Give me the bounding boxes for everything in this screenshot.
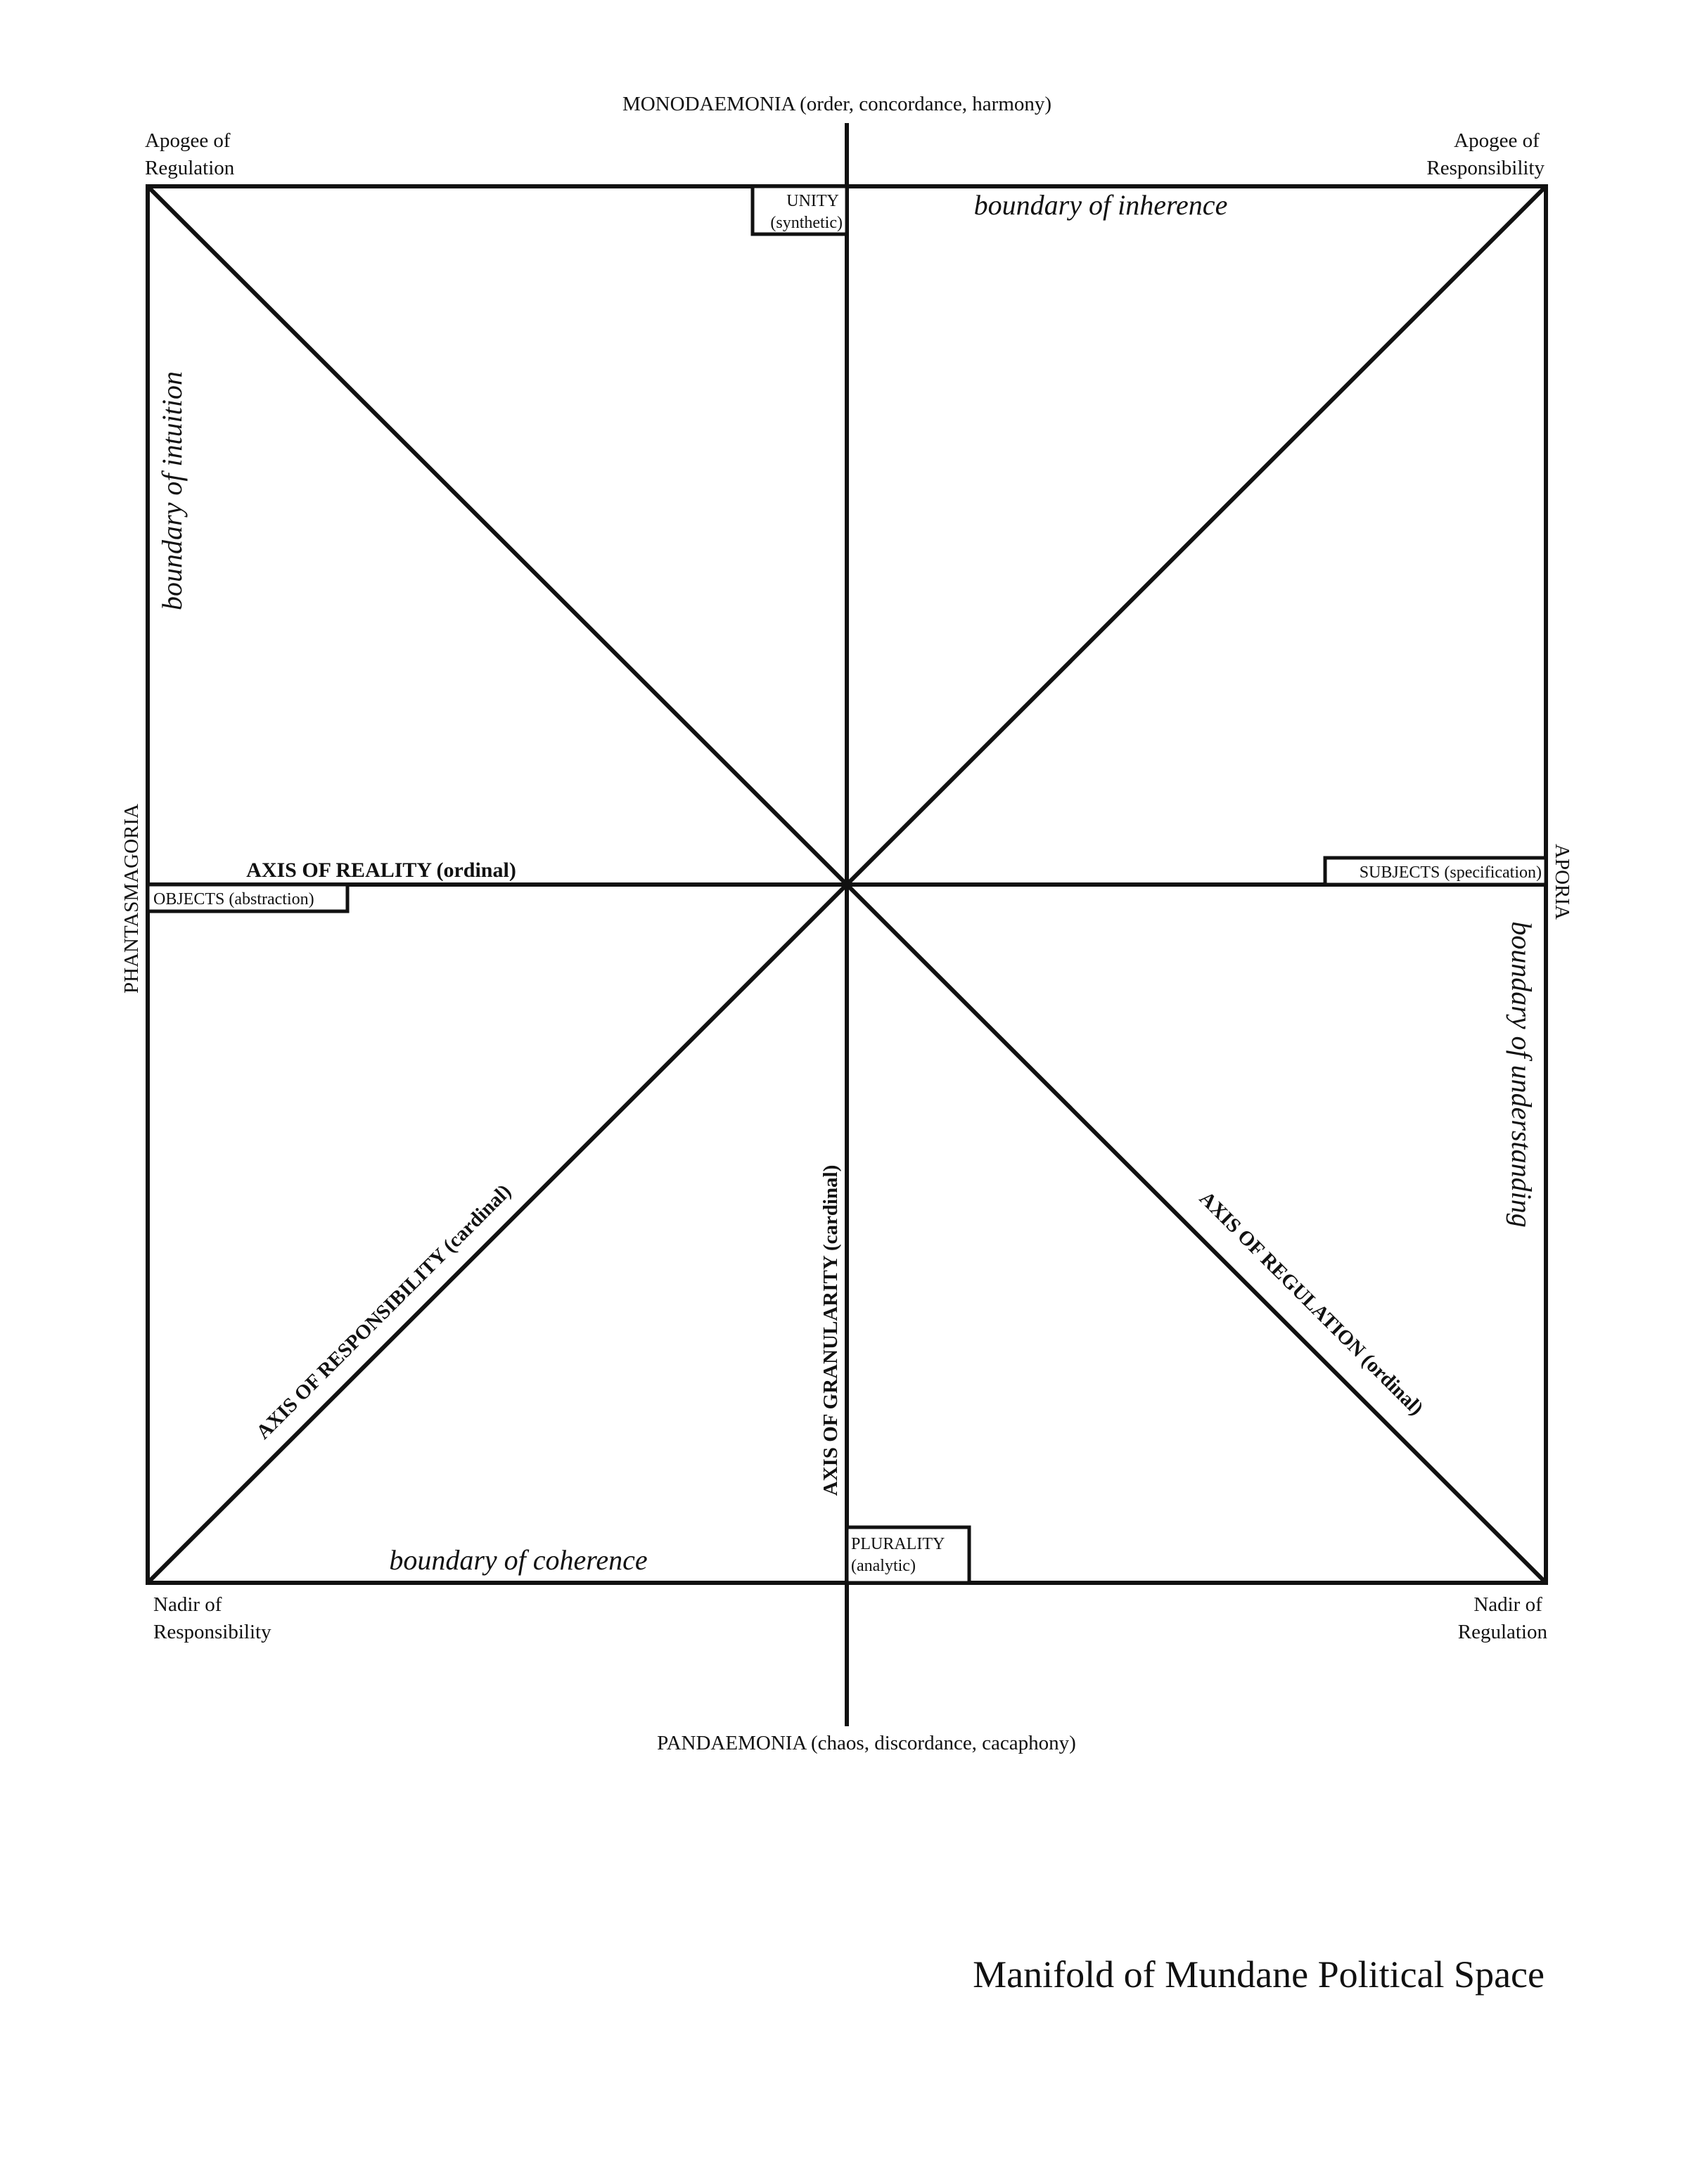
- corner-top-right-line-2: Responsibility: [1426, 157, 1545, 179]
- corner-bottom-right-line-1: Nadir of: [1473, 1593, 1542, 1616]
- corner-top-right-line-1: Apogee of: [1454, 129, 1540, 152]
- corner-bottom-left-line-1: Nadir of: [153, 1593, 222, 1616]
- corner-bottom-left-line-2: Responsibility: [153, 1621, 271, 1643]
- corner-top-left-label: [145, 129, 236, 179]
- subjects-label: SUBJECTS (specification): [1359, 863, 1542, 882]
- plurality-label-line-2: (analytic): [851, 1557, 916, 1575]
- axis-granularity-label: AXIS OF GRANULARITY (cardinal): [819, 1164, 842, 1496]
- corner-bottom-right-line-2: Regulation: [1457, 1621, 1547, 1643]
- boundary-inherence-label: boundary of inherence: [973, 189, 1228, 221]
- corner-top-left-line-2: Regulation: [145, 157, 235, 179]
- axis-regulation-label: AXIS OF REGULATION (ordinal): [1194, 1187, 1428, 1420]
- pole-bottom-label: PANDAEMONIA (chaos, discordance, cacaphony): [657, 1732, 1076, 1754]
- plurality-label-line-1: PLURALITY: [851, 1535, 945, 1553]
- corner-bottom-right-label: [1458, 1593, 1548, 1643]
- axis-responsibility-label: AXIS OF RESPONSIBILITY (cardinal): [252, 1180, 516, 1444]
- pole-top-label: MONODAEMONIA (order, concordance, harmony): [622, 93, 1052, 115]
- axis-reality-label: AXIS OF REALITY (ordinal): [246, 859, 516, 882]
- corner-bottom-left-label: [153, 1593, 271, 1643]
- boundary-intuition-label: boundary of intuition: [156, 371, 188, 610]
- unity-label-line-1: UNITY: [786, 192, 838, 210]
- corner-top-right-label: [1426, 129, 1545, 179]
- objects-label: OBJECTS (abstraction): [153, 890, 314, 908]
- boundary-understanding-label: boundary of understanding: [1506, 921, 1537, 1228]
- corner-top-left-line-1: Apogee of: [145, 129, 231, 152]
- pole-left-label: PHANTASMAGORIA: [120, 804, 143, 994]
- unity-label-line-2: (synthetic): [770, 214, 843, 232]
- diagram-title: Manifold of Mundane Political Space: [973, 1953, 1545, 1996]
- pole-right-label: APORIA: [1551, 844, 1573, 920]
- boundary-coherence-label: boundary of coherence: [389, 1544, 648, 1576]
